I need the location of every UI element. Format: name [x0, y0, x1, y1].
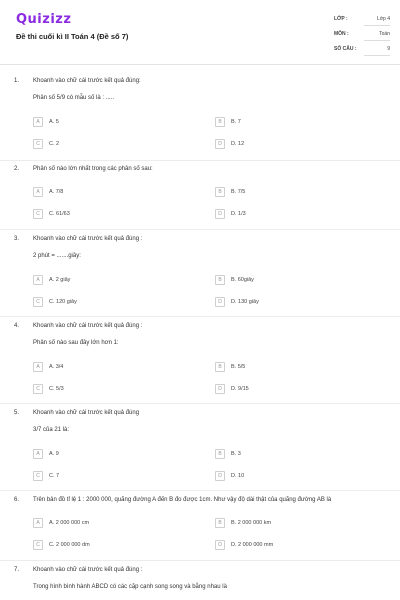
option-letter-box: C: [33, 297, 43, 307]
question-divider: [0, 160, 400, 161]
option-d[interactable]: [215, 470, 244, 481]
option-letter-box: A: [33, 449, 43, 459]
option-b[interactable]: [215, 517, 271, 528]
option-text: C. 2: [49, 140, 60, 147]
option-text: C. 7: [49, 472, 60, 479]
option-text: D. 2 000 000 mm: [231, 541, 274, 548]
question-text: Phân số nào lớn nhất trong các phân số sau:: [33, 166, 153, 172]
question-divider: [0, 229, 400, 230]
option-text: D. 12: [231, 140, 245, 147]
option-letter-box: B: [215, 117, 225, 127]
option-a[interactable]: [33, 517, 89, 528]
option-text: D. 10: [231, 472, 245, 479]
option-a[interactable]: [33, 361, 63, 372]
option-text: A. 3/4: [49, 363, 64, 370]
option-c[interactable]: [33, 208, 70, 219]
question-text: Khoanh vào chữ cái trước kết quả đúng :: [33, 567, 143, 573]
option-letter-box: C: [33, 540, 43, 550]
option-letter-box: B: [215, 187, 225, 197]
option-letter-box: A: [33, 518, 43, 528]
question-number: 2.: [14, 166, 20, 172]
option-text: B. 60giây: [231, 276, 254, 283]
option-text: A. 7/8: [49, 188, 64, 195]
option-a[interactable]: [33, 274, 70, 285]
option-letter-box: D: [215, 297, 225, 307]
option-c[interactable]: [33, 296, 77, 307]
option-letter-box: B: [215, 518, 225, 528]
question-text: Khoanh vào chữ cái trước kết quả đúng:: [33, 78, 141, 84]
question-number: 6.: [14, 497, 20, 503]
option-letter-box: B: [215, 275, 225, 285]
meta-label: LỚP :: [334, 16, 348, 22]
option-c[interactable]: [33, 138, 59, 149]
question-divider: [0, 560, 400, 561]
option-text: B. 7: [231, 118, 241, 125]
option-letter-box: A: [33, 362, 43, 372]
option-a[interactable]: [33, 448, 59, 459]
question-number: 3.: [14, 236, 20, 242]
option-letter-box: C: [33, 384, 43, 394]
option-letter-box: D: [215, 139, 225, 149]
meta-value: Toán: [379, 31, 390, 37]
option-b[interactable]: [215, 116, 241, 127]
option-letter-box: D: [215, 540, 225, 550]
option-text: A. 2 000 000 cm: [49, 519, 90, 526]
option-letter-box: D: [215, 209, 225, 219]
option-a[interactable]: [33, 116, 59, 127]
option-letter-box: C: [33, 471, 43, 481]
meta-label: SỐ CÂU :: [334, 46, 357, 52]
question-number: 5.: [14, 410, 20, 416]
option-text: B. 7/5: [231, 188, 246, 195]
question-subtext: 2 phút = .......giây:: [33, 253, 81, 259]
option-text: D. 130 giây: [231, 298, 259, 305]
option-d[interactable]: [215, 383, 249, 394]
header-divider: [0, 64, 400, 65]
option-c[interactable]: [33, 539, 90, 550]
question-divider: [0, 316, 400, 317]
option-text: B. 3: [231, 450, 241, 457]
option-letter-box: A: [33, 187, 43, 197]
question-text: Khoanh vào chữ cái trước kết quả đúng :: [33, 323, 143, 329]
option-b[interactable]: [215, 274, 254, 285]
option-text: A. 9: [49, 450, 59, 457]
question-divider: [0, 403, 400, 404]
worksheet-title: Đề thi cuối kì II Toán 4 (Đề số 7): [16, 32, 129, 41]
option-d[interactable]: [215, 208, 246, 219]
option-c[interactable]: [33, 383, 64, 394]
option-b[interactable]: [215, 448, 241, 459]
question-text: Trên bản đồ tỉ lệ 1 : 2000 000, quãng đường A đến B đo được 1cm. Như vậy độ dài thật của quãng đường AB là: [33, 497, 332, 503]
quizizz-logo: Quizizz: [16, 12, 72, 27]
question-number: 4.: [14, 323, 20, 329]
option-text: C. 2 000 000 dm: [49, 541, 90, 548]
question-text: Khoanh vào chữ cái trước kết quả đúng :: [33, 236, 143, 242]
option-d[interactable]: [215, 539, 273, 550]
question-number: 7.: [14, 567, 20, 573]
meta-label: MÔN :: [334, 31, 349, 37]
option-letter-box: B: [215, 449, 225, 459]
meta-value: Lớp 4: [376, 16, 390, 22]
option-text: D. 1/3: [231, 210, 246, 217]
option-letter-box: A: [33, 275, 43, 285]
option-d[interactable]: [215, 296, 259, 307]
question-subtext: 3/7 của 21 là:: [33, 427, 70, 433]
option-text: C. 61/63: [49, 210, 70, 217]
option-letter-box: D: [215, 384, 225, 394]
option-a[interactable]: [33, 186, 63, 197]
option-letter-box: C: [33, 139, 43, 149]
option-text: C. 5/3: [49, 385, 64, 392]
worksheet-header: [0, 0, 400, 64]
option-text: C. 120 giây: [49, 298, 77, 305]
option-letter-box: C: [33, 209, 43, 219]
option-text: D. 9/15: [231, 385, 249, 392]
option-letter-box: D: [215, 471, 225, 481]
question-text: Khoanh vào chữ cái trước kết quả đúng: [33, 410, 140, 416]
option-b[interactable]: [215, 361, 245, 372]
option-letter-box: B: [215, 362, 225, 372]
question-divider: [0, 490, 400, 491]
option-b[interactable]: [215, 186, 245, 197]
question-subtext: Phân số 5/9 có mẫu số là : .....: [33, 95, 115, 101]
option-text: A. 5: [49, 118, 59, 125]
option-text: B. 5/5: [231, 363, 246, 370]
option-d[interactable]: [215, 138, 244, 149]
option-letter-box: A: [33, 117, 43, 127]
question-number: 1.: [14, 78, 20, 84]
question-subtext: Trong hình bình hành ABCD có các cặp cạnh song song và bằng nhau là: [33, 584, 227, 590]
option-c[interactable]: [33, 470, 59, 481]
option-text: B. 2 000 000 km: [231, 519, 272, 526]
option-text: A. 2 giây: [49, 276, 71, 283]
question-subtext: Phân số nào sau đây lớn hơn 1:: [33, 340, 119, 346]
meta-value: 9: [387, 46, 390, 52]
